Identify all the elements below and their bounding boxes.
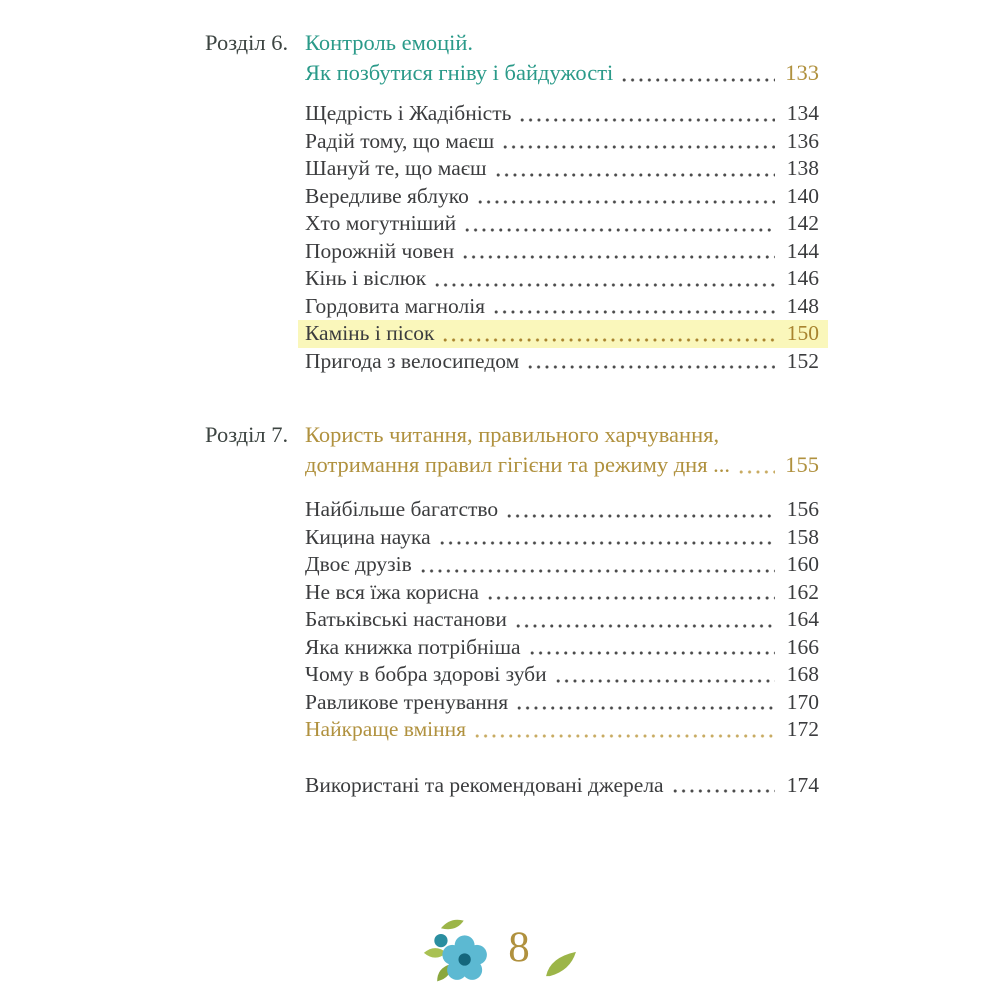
dot-leader bbox=[461, 238, 775, 266]
chapter-page-number: 155 bbox=[785, 452, 819, 477]
toc-entry-title: Найкраще вміння bbox=[305, 717, 467, 741]
toc-entry-title: Щедрість і Жадібність bbox=[305, 101, 512, 125]
toc-entry-row bbox=[305, 293, 819, 321]
chapter-6-heading bbox=[205, 28, 819, 88]
chapter-title-line1: Користь читання, правильного харчування, bbox=[305, 422, 720, 447]
chapter-6-entries bbox=[305, 100, 819, 375]
toc-entry-row bbox=[305, 348, 819, 376]
toc-entry-row-highlighted bbox=[298, 320, 828, 348]
chapter-7-section bbox=[205, 420, 819, 744]
dot-leader bbox=[486, 579, 775, 607]
dot-leader bbox=[518, 100, 775, 128]
page-footer bbox=[0, 915, 1000, 992]
table-of-contents-page bbox=[205, 28, 819, 799]
dot-leader bbox=[433, 265, 775, 293]
toc-entry-title: Порожній човен bbox=[305, 238, 455, 263]
dot-leader bbox=[441, 320, 775, 348]
toc-entry-row bbox=[305, 128, 819, 156]
dot-leader bbox=[505, 496, 775, 524]
leaf-icon bbox=[542, 950, 580, 983]
chapter-7-entries bbox=[305, 496, 819, 744]
toc-entry-page: 168 bbox=[786, 662, 819, 686]
toc-entry-title: Кінь і віслюк bbox=[305, 266, 427, 290]
toc-entry-title: Гордовита магнолія bbox=[305, 293, 486, 318]
toc-entry-page: 148 bbox=[786, 293, 819, 318]
chapter-page-number: 133 bbox=[785, 60, 819, 85]
toc-entry-row bbox=[305, 524, 819, 552]
toc-entry-title: Радій тому, що маєш bbox=[305, 128, 495, 153]
toc-entry-page: 144 bbox=[786, 238, 819, 263]
toc-entry-page: 152 bbox=[786, 348, 819, 373]
toc-entry-page: 160 bbox=[786, 552, 819, 576]
toc-entry-row bbox=[305, 606, 819, 634]
dot-leader bbox=[620, 58, 775, 88]
toc-entry-title: Не вся їжа корисна bbox=[305, 579, 479, 604]
toc-entry-row bbox=[305, 689, 819, 717]
toc-entry-row bbox=[305, 210, 819, 238]
toc-entry-row-accent bbox=[305, 716, 819, 744]
chapter-label: Розділ 6. bbox=[205, 30, 289, 55]
sources-entry-title: Використані та рекомендовані джерела bbox=[305, 772, 664, 797]
toc-entry-row bbox=[305, 551, 819, 579]
toc-entry-row bbox=[305, 661, 819, 689]
toc-entry-row bbox=[305, 579, 819, 607]
sources-entry-page: 174 bbox=[786, 772, 819, 797]
toc-entry-page: 156 bbox=[786, 497, 819, 521]
toc-entry-title: Камінь і пісок bbox=[305, 321, 435, 345]
toc-entry-title: Хто могутніший bbox=[305, 211, 457, 235]
toc-entry-title: Пригода з велосипедом bbox=[305, 348, 520, 373]
toc-entry-page: 140 bbox=[786, 183, 819, 208]
toc-entry-page: 136 bbox=[786, 128, 819, 153]
toc-entry-row bbox=[305, 496, 819, 524]
toc-entry-page: 138 bbox=[786, 156, 819, 180]
toc-entry-row bbox=[305, 100, 819, 128]
toc-entry-row bbox=[305, 265, 819, 293]
dot-leader bbox=[515, 689, 775, 717]
dot-leader bbox=[492, 293, 775, 321]
toc-entry-title: Двоє друзів bbox=[305, 552, 412, 576]
toc-entry-row bbox=[305, 183, 819, 211]
dot-leader bbox=[501, 128, 775, 156]
chapter-title-line1: Контроль емоцій. bbox=[305, 30, 474, 55]
toc-entry-title: Найбільше багатство bbox=[305, 497, 499, 521]
toc-entry-page: 158 bbox=[786, 524, 819, 549]
flower-icon bbox=[420, 915, 496, 992]
chapter-label: Розділ 7. bbox=[205, 422, 289, 447]
toc-entry-row bbox=[305, 634, 819, 662]
dot-leader bbox=[476, 183, 775, 211]
toc-entry-page: 162 bbox=[786, 579, 819, 604]
dot-leader bbox=[554, 661, 775, 689]
toc-entry-title: Шануй те, що маєш bbox=[305, 156, 487, 180]
toc-entry-page: 170 bbox=[786, 689, 819, 714]
chapter-title-line2: Як позбутися гніву і байдужості bbox=[305, 60, 614, 85]
toc-entry-page: 166 bbox=[786, 634, 819, 659]
chapter-6-section bbox=[205, 28, 819, 375]
dot-leader bbox=[438, 524, 775, 552]
chapter-title-line2: дотримання правил гігієни та режиму дня ... bbox=[305, 452, 731, 477]
dot-leader bbox=[514, 606, 775, 634]
sources-entry-row bbox=[305, 771, 819, 799]
toc-entry-title: Батьківські настанови bbox=[305, 607, 507, 631]
dot-leader bbox=[494, 155, 775, 183]
toc-entry-page: 146 bbox=[786, 266, 819, 290]
page-number: 8 bbox=[508, 924, 530, 971]
dot-leader bbox=[526, 348, 775, 376]
toc-entry-page: 142 bbox=[786, 211, 819, 235]
dot-leader bbox=[528, 634, 775, 662]
toc-entry-title: Яка книжка потрібніша bbox=[305, 634, 521, 659]
toc-entry-row bbox=[305, 155, 819, 183]
toc-entry-title: Вередливе яблуко bbox=[305, 183, 469, 208]
dot-leader bbox=[473, 716, 775, 744]
toc-entry-page: 150 bbox=[786, 321, 819, 345]
toc-entry-title: Чому в бобра здорові зуби bbox=[305, 662, 547, 686]
dot-leader bbox=[671, 771, 775, 799]
dot-leader bbox=[419, 551, 775, 579]
toc-entry-page: 134 bbox=[786, 101, 819, 125]
toc-entry-title: Кицина наука bbox=[305, 524, 431, 549]
dot-leader bbox=[737, 450, 775, 480]
toc-entry-page: 172 bbox=[786, 717, 819, 741]
toc-entry-title: Равликове тренування bbox=[305, 689, 509, 714]
toc-entry-row bbox=[305, 238, 819, 266]
dot-leader bbox=[463, 210, 775, 238]
toc-entry-page: 164 bbox=[786, 607, 819, 631]
chapter-7-heading bbox=[205, 420, 819, 480]
